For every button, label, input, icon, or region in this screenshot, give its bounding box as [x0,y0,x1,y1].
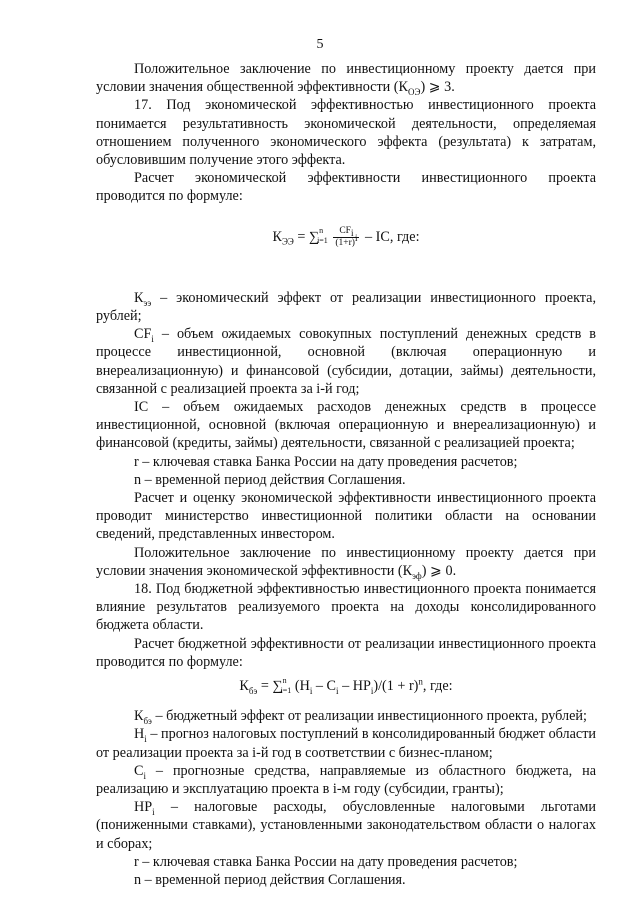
definition-item [96,853,596,871]
definition-symbol: r [134,453,139,470]
paragraph [96,544,596,580]
definition-subscript: бэ [143,716,152,727]
paragraph: Расчет бюджетной эффективности от реализации инвестиционного проекта проводится по формуле: [96,635,596,670]
formula-sum: = ∑ [257,678,283,695]
definition-item [96,762,596,798]
formula-symbol: К [239,678,249,695]
definition-subscript: i [144,734,147,745]
budget-effect-formula [96,677,596,697]
definition-text: – ключевая ставка Банка России на дату проведения расчетов; [138,853,518,870]
definition-subscript: i [151,334,154,345]
formula-subscript: i [370,685,374,696]
subscript: ОЭ [408,87,421,98]
numerator-subscript: i [350,227,354,238]
definition-symbol: n [134,471,142,488]
definition-symbol: CF [134,326,152,343]
denominator-text: (1+r) [335,237,355,248]
definition-text: – прогнозные средства, направляемые из областного бюджета, на реализацию и эксплуатацию проекта в i-м году (субсидии, гранты); [96,762,596,798]
formula-subscript: i [336,685,339,696]
definition-subscript: i [152,807,155,818]
sum-upper-limit: n [282,676,287,686]
formula-tail: , где: [422,678,453,695]
sum-lower-limit: i=1 [280,686,292,696]
definition-text: – налоговые расходы, обусловленные налоговыми льготами (пониженными ставками), установленными законодательством области о налогах и сборах; [96,799,596,852]
paragraph: Расчет экономической эффективности инвестиционного проекта проводится по формуле: [96,170,596,205]
definition-item [96,798,596,853]
definitions-list-2 [96,707,596,889]
paragraph-text: Положительное заключение по инвестиционному проекту дается при условии значения экономической эффективности (К [96,544,596,579]
definition-item [96,725,596,761]
definition-symbol: К [134,708,144,725]
definition-item [96,707,596,725]
document-body [96,60,596,889]
definitions-list-1 [96,289,596,489]
definition-item [96,325,596,398]
definition-text: – бюджетный эффект от реализации инвестиционного проекта, рублей; [151,708,587,725]
definition-symbol: С [134,762,144,779]
definition-item [96,871,596,889]
formula-subscript: i [309,685,313,696]
formula-body: – НР [338,678,371,695]
fraction-denominator [333,232,359,249]
paragraph: 17. Под экономической эффективностью инвестиционного проекта понимается результативность экономической деятельности, определяемая отношением полученного экономического эффекта (результата) к затратам, обусловившим получение этого эффекта. [96,97,596,169]
formula-body: )/(1 + r) [373,678,419,695]
definition-symbol: Н [134,726,145,743]
definition-item [96,471,596,489]
subscript: эф [412,570,422,581]
definition-item [96,289,596,325]
definition-subscript: ээ [143,297,152,308]
sum-upper-limit: n [319,226,324,236]
definition-text: – объем ожидаемых совокупных поступлений денежных средств в процессе инвестиционной, основной (включая операционную и внереализационную) и финансовой (субсидии, дотации, займы) деятельности, связанной с реализацией проекта за i-й год; [96,326,596,397]
denominator-superscript: i [354,232,358,243]
formula-fraction [333,226,359,249]
definition-symbol: НР [134,799,153,816]
paragraph-tail: ) ⩾ 3. [420,79,455,96]
definition-text: – временной период действия Соглашения. [141,471,406,488]
definition-subscript: i [143,770,146,781]
definition-symbol: К [134,289,144,306]
formula-body: – С [312,678,336,695]
formula-symbol: К [272,228,282,245]
definition-text: – объем ожидаемых расходов денежных средств в процессе инвестиционной, основной (включая операционную и внереализационную) и финансовой (кредиты, займы) деятельности, связанной с реализацией проекта; [96,399,596,452]
formula-subscript: бэ [248,685,258,696]
formula-body: (Н [291,678,310,695]
definition-text: – экономический эффект от реализации инвестиционного проекта, рублей; [96,289,596,324]
paragraph: 18. Под бюджетной эффективностью инвестиционного проекта понимается влияние результатов реализуемого проекта на доходы консолидированного бюджета области. [96,581,596,634]
definition-text: – временной период действия Соглашения. [141,872,406,889]
formula-subscript: ЭЭ [281,236,294,247]
formula-superscript: n [418,676,423,687]
formula-tail: – IC, где: [361,228,420,245]
definition-item [96,398,596,453]
definition-symbol: r [134,853,139,870]
definition-symbol: IC [134,399,149,415]
paragraph: Расчет и оценку экономической эффективности инвестиционного проекта проводит министерство инвестиционной политики области на основании сведений, представленных инвестором. [96,490,596,543]
sum-lower-limit: i=1 [317,236,328,246]
formula-sum: = ∑ [293,228,320,245]
page-number: 5 [316,37,324,52]
definition-text: – ключевая ставка Банка России на дату проведения расчетов; [138,453,518,470]
definition-symbol: n [134,872,142,889]
paragraph-text: Положительное заключение по инвестиционному проекту дается при условии значения общественной эффективности (К [96,61,596,96]
definition-item [96,453,596,471]
numerator-text: CF [339,225,351,236]
paragraph [96,60,596,96]
paragraph-tail: ) ⩾ 0. [421,562,457,579]
economic-effect-formula [96,226,596,249]
definition-text: – прогноз налоговых поступлений в консолидированный бюджет области от реализации проекта за i-й год в соответствии с бизнес-планом; [96,726,596,761]
